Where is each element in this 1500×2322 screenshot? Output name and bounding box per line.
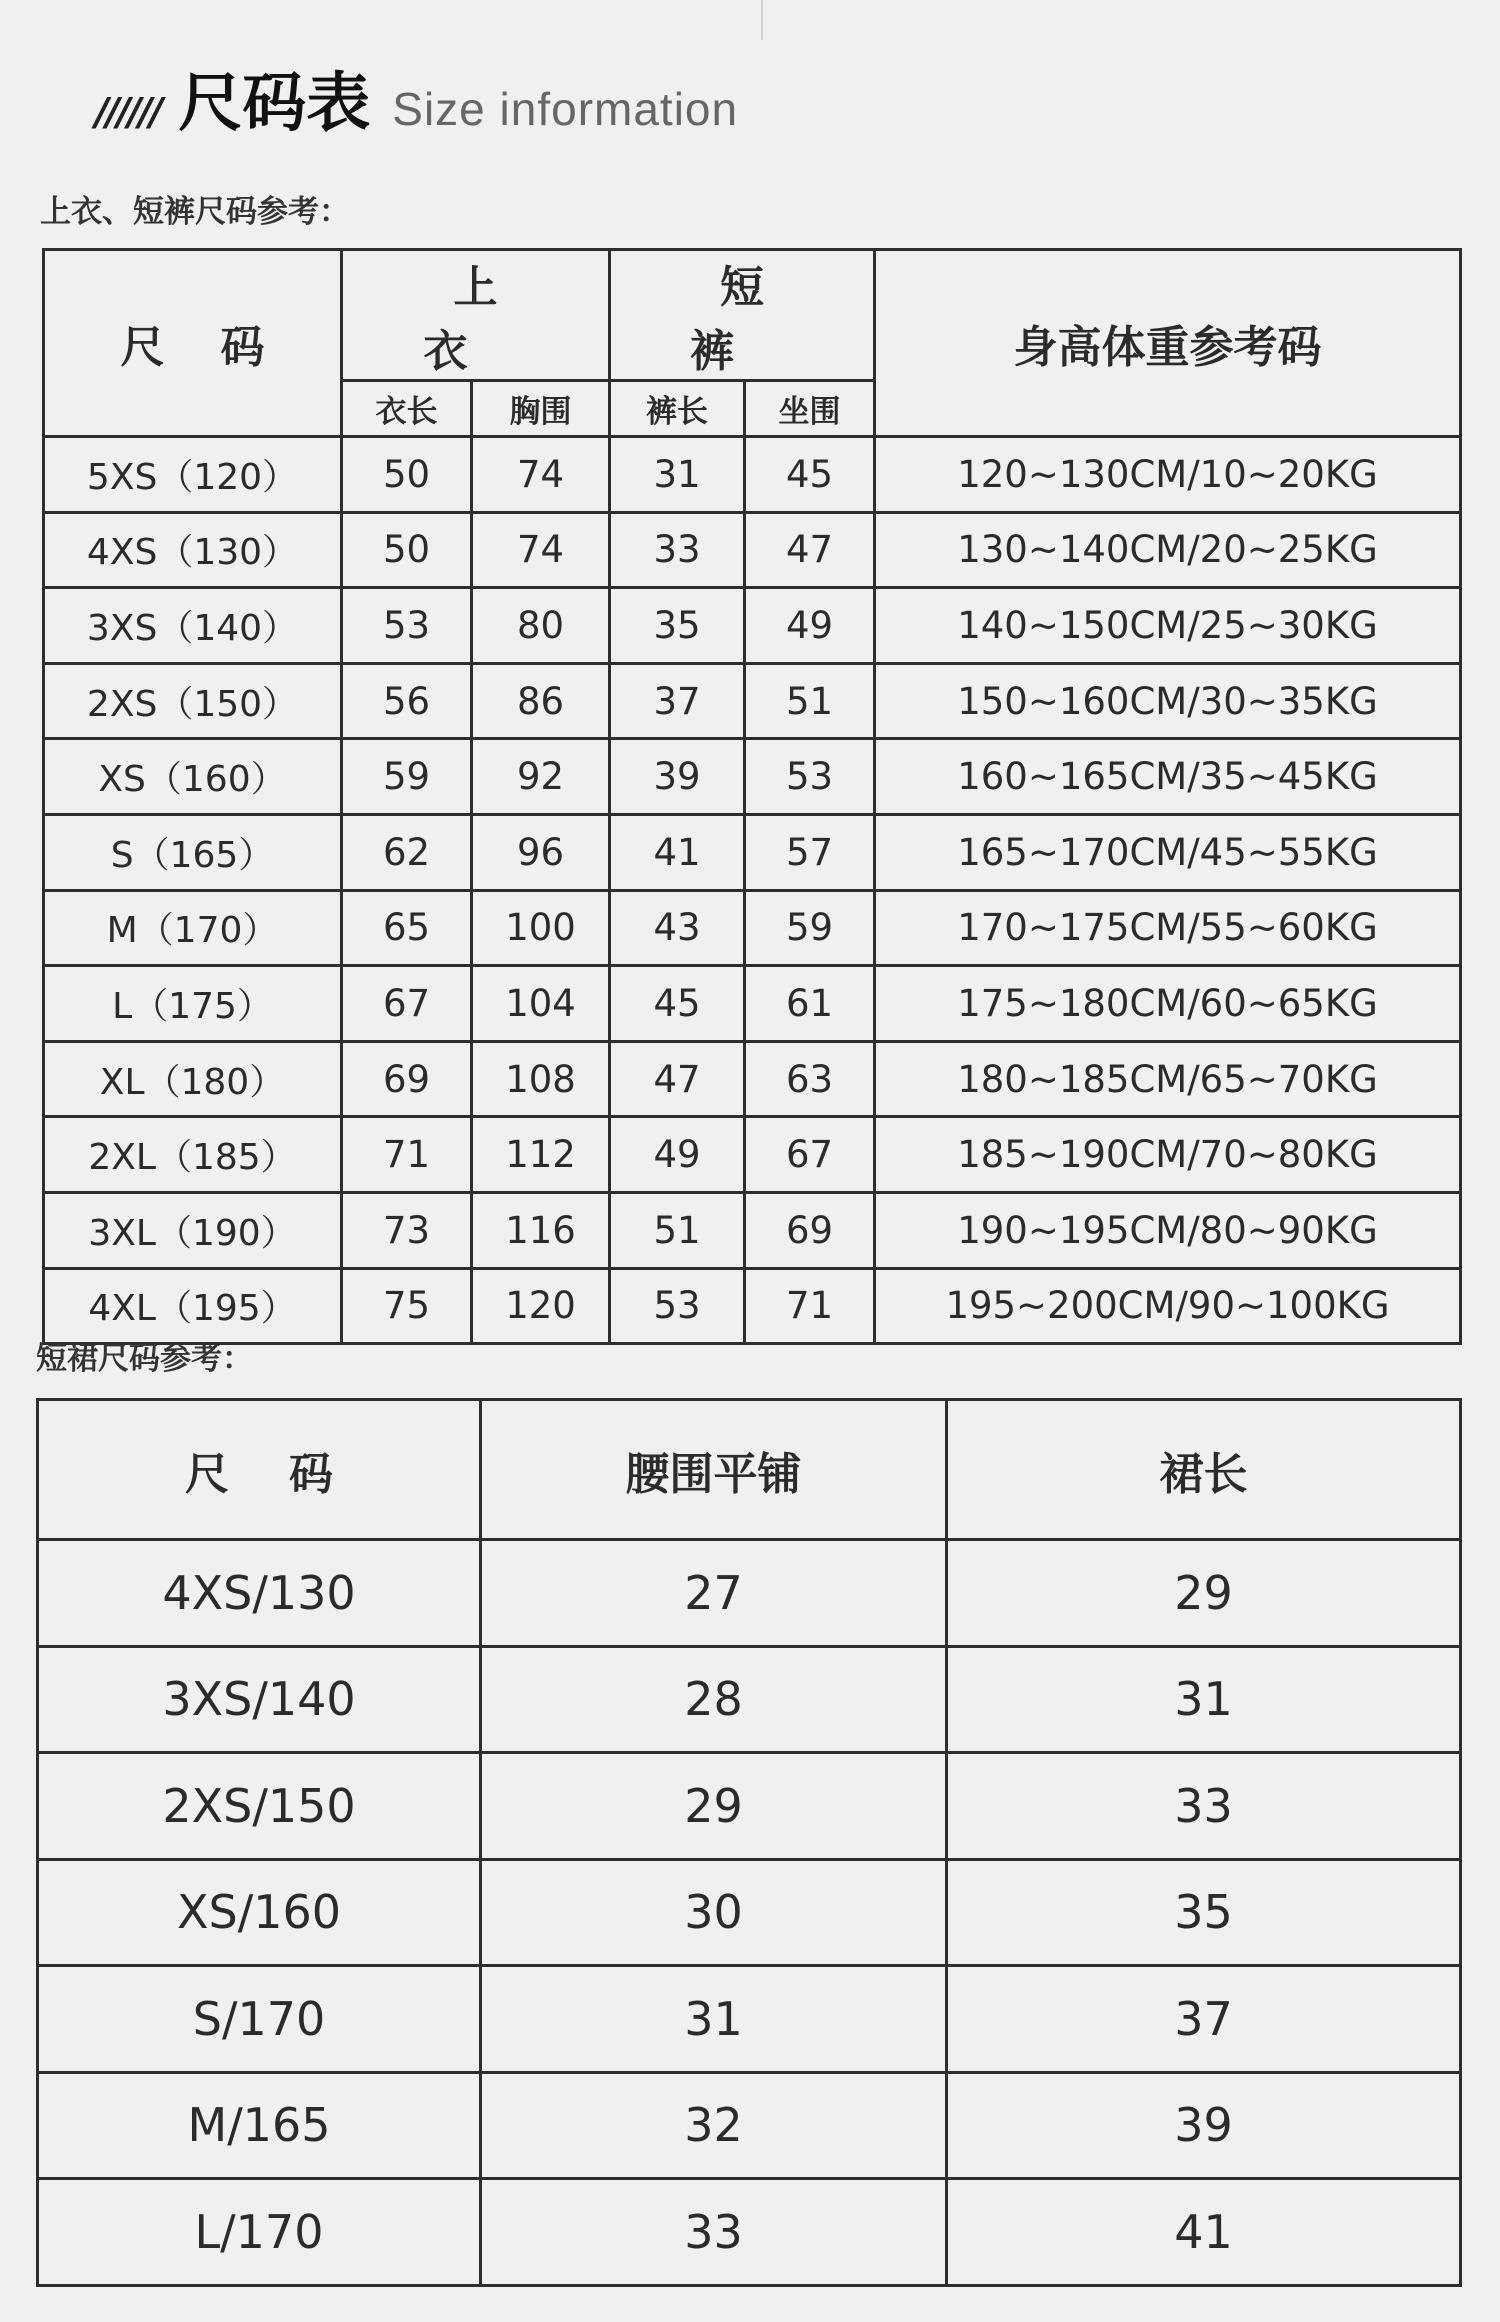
table-row [44, 814, 1461, 890]
table-row [44, 663, 1461, 739]
skirt-size-table [36, 1398, 1462, 2287]
chest-cell: 74 [472, 437, 610, 513]
hip-cell: 47 [745, 512, 875, 588]
table-row [44, 588, 1461, 664]
header-shorts-length: 裤长 [610, 381, 745, 437]
top-divider-mark [761, 0, 763, 40]
reference-cell: 150~160CM/30~35KG [875, 663, 1461, 739]
table-row [44, 1117, 1461, 1193]
reference-cell: 120~130CM/10~20KG [875, 437, 1461, 513]
table-row [44, 966, 1461, 1042]
size-cell: 2XS（150） [44, 663, 342, 739]
shorts-length-cell: 41 [610, 814, 745, 890]
skirt-size-cell: L/170 [38, 2179, 481, 2286]
chest-cell: 96 [472, 814, 610, 890]
table-row [44, 512, 1461, 588]
hip-cell: 71 [745, 1268, 875, 1344]
hip-cell: 51 [745, 663, 875, 739]
reference-cell: 160~165CM/35~45KG [875, 739, 1461, 815]
table-row [38, 1859, 1461, 1966]
shorts-length-cell: 53 [610, 1268, 745, 1344]
chest-cell: 108 [472, 1041, 610, 1117]
table-row [44, 739, 1461, 815]
skirt-size-cell: M/165 [38, 2072, 481, 2179]
shorts-length-cell: 31 [610, 437, 745, 513]
top-length-cell: 50 [342, 512, 472, 588]
skirt-waist-cell: 33 [481, 2179, 947, 2286]
reference-cell: 165~170CM/45~55KG [875, 814, 1461, 890]
hip-cell: 57 [745, 814, 875, 890]
size-cell: 3XS（140） [44, 588, 342, 664]
hip-cell: 49 [745, 588, 875, 664]
skirt-size-cell: 2XS/150 [38, 1753, 481, 1860]
shorts-length-cell: 43 [610, 890, 745, 966]
hip-cell: 53 [745, 739, 875, 815]
header-size: 尺码 [44, 250, 342, 437]
table-row [44, 1268, 1461, 1344]
shorts-length-cell: 49 [610, 1117, 745, 1193]
top-length-cell: 69 [342, 1041, 472, 1117]
chest-cell: 120 [472, 1268, 610, 1344]
header-shorts-hip: 坐围 [745, 381, 875, 437]
chest-cell: 80 [472, 588, 610, 664]
hip-cell: 69 [745, 1192, 875, 1268]
top-length-cell: 53 [342, 588, 472, 664]
shorts-length-cell: 51 [610, 1192, 745, 1268]
reference-cell: 175~180CM/60~65KG [875, 966, 1461, 1042]
tops-shorts-size-table [42, 248, 1462, 1345]
skirt-waist-cell: 27 [481, 1540, 947, 1647]
skirt-size-cell: 3XS/140 [38, 1646, 481, 1753]
top-length-cell: 50 [342, 437, 472, 513]
skirt-section-label: 短裙尺码参考： [36, 1341, 253, 1377]
skirt-waist-cell: 31 [481, 1966, 947, 2073]
top-length-cell: 56 [342, 663, 472, 739]
chest-cell: 100 [472, 890, 610, 966]
skirt-length-cell: 35 [947, 1859, 1461, 1966]
size-cell: L（175） [44, 966, 342, 1042]
reference-cell: 185~190CM/70~80KG [875, 1117, 1461, 1193]
page-title: 尺码表 [178, 67, 371, 141]
table-row [44, 437, 1461, 513]
page-header [95, 52, 738, 142]
header-top-length: 衣长 [342, 381, 472, 437]
shorts-length-cell: 47 [610, 1041, 745, 1117]
size-cell: XS（160） [44, 739, 342, 815]
header-skirt-size: 尺码 [38, 1400, 481, 1540]
table-row [38, 1753, 1461, 1860]
table-row [38, 1966, 1461, 2073]
reference-cell: 180~185CM/65~70KG [875, 1041, 1461, 1117]
top-length-cell: 73 [342, 1192, 472, 1268]
reference-cell: 190~195CM/80~90KG [875, 1192, 1461, 1268]
table-row [38, 2072, 1461, 2179]
skirt-length-cell: 31 [947, 1646, 1461, 1753]
table-row [38, 2179, 1461, 2286]
reference-cell: 195~200CM/90~100KG [875, 1268, 1461, 1344]
skirt-waist-cell: 32 [481, 2072, 947, 2179]
reference-cell: 130~140CM/20~25KG [875, 512, 1461, 588]
hip-cell: 59 [745, 890, 875, 966]
chest-cell: 116 [472, 1192, 610, 1268]
table-row [38, 1646, 1461, 1753]
shorts-length-cell: 35 [610, 588, 745, 664]
hip-cell: 45 [745, 437, 875, 513]
skirt-length-cell: 39 [947, 2072, 1461, 2179]
skirt-waist-cell: 28 [481, 1646, 947, 1753]
top-length-cell: 62 [342, 814, 472, 890]
skirt-size-cell: S/170 [38, 1966, 481, 2073]
chest-cell: 92 [472, 739, 610, 815]
size-cell: 5XS（120） [44, 437, 342, 513]
skirt-size-cell: XS/160 [38, 1859, 481, 1966]
skirt-length-cell: 33 [947, 1753, 1461, 1860]
table-row [44, 890, 1461, 966]
skirt-length-cell: 29 [947, 1540, 1461, 1647]
top-length-cell: 65 [342, 890, 472, 966]
header-shorts: 短裤 [610, 250, 875, 381]
size-cell: 2XL（185） [44, 1117, 342, 1193]
top-length-cell: 67 [342, 966, 472, 1042]
table-row [44, 1192, 1461, 1268]
top-length-cell: 75 [342, 1268, 472, 1344]
reference-cell: 170~175CM/55~60KG [875, 890, 1461, 966]
hip-cell: 67 [745, 1117, 875, 1193]
header-top-chest: 胸围 [472, 381, 610, 437]
size-cell: S（165） [44, 814, 342, 890]
tops-shorts-section-label: 上衣、短裤尺码参考： [40, 194, 350, 230]
skirt-length-cell: 41 [947, 2179, 1461, 2286]
header-skirt-waist: 腰围平铺 [481, 1400, 947, 1540]
skirt-length-cell: 37 [947, 1966, 1461, 2073]
top-length-cell: 71 [342, 1117, 472, 1193]
header-reference: 身高体重参考码 [875, 250, 1461, 437]
hip-cell: 61 [745, 966, 875, 1042]
size-cell: XL（180） [44, 1041, 342, 1117]
size-cell: 4XL（195） [44, 1268, 342, 1344]
reference-cell: 140~150CM/25~30KG [875, 588, 1461, 664]
shorts-length-cell: 45 [610, 966, 745, 1042]
skirt-waist-cell: 29 [481, 1753, 947, 1860]
size-cell: 3XL（190） [44, 1192, 342, 1268]
shorts-length-cell: 37 [610, 663, 745, 739]
chest-cell: 112 [472, 1117, 610, 1193]
header-top: 上衣 [342, 250, 610, 381]
shorts-length-cell: 33 [610, 512, 745, 588]
table-row [44, 1041, 1461, 1117]
header-skirt-length: 裙长 [947, 1400, 1461, 1540]
size-cell: M（170） [44, 890, 342, 966]
chest-cell: 74 [472, 512, 610, 588]
skirt-waist-cell: 30 [481, 1859, 947, 1966]
chest-cell: 86 [472, 663, 610, 739]
hip-cell: 63 [745, 1041, 875, 1117]
table-row [38, 1540, 1461, 1647]
chest-cell: 104 [472, 966, 610, 1042]
top-length-cell: 59 [342, 739, 472, 815]
size-cell: 4XS（130） [44, 512, 342, 588]
page-subtitle: Size information [392, 83, 739, 135]
decorative-slashes: ////// [95, 90, 161, 134]
shorts-length-cell: 39 [610, 739, 745, 815]
skirt-size-cell: 4XS/130 [38, 1540, 481, 1647]
